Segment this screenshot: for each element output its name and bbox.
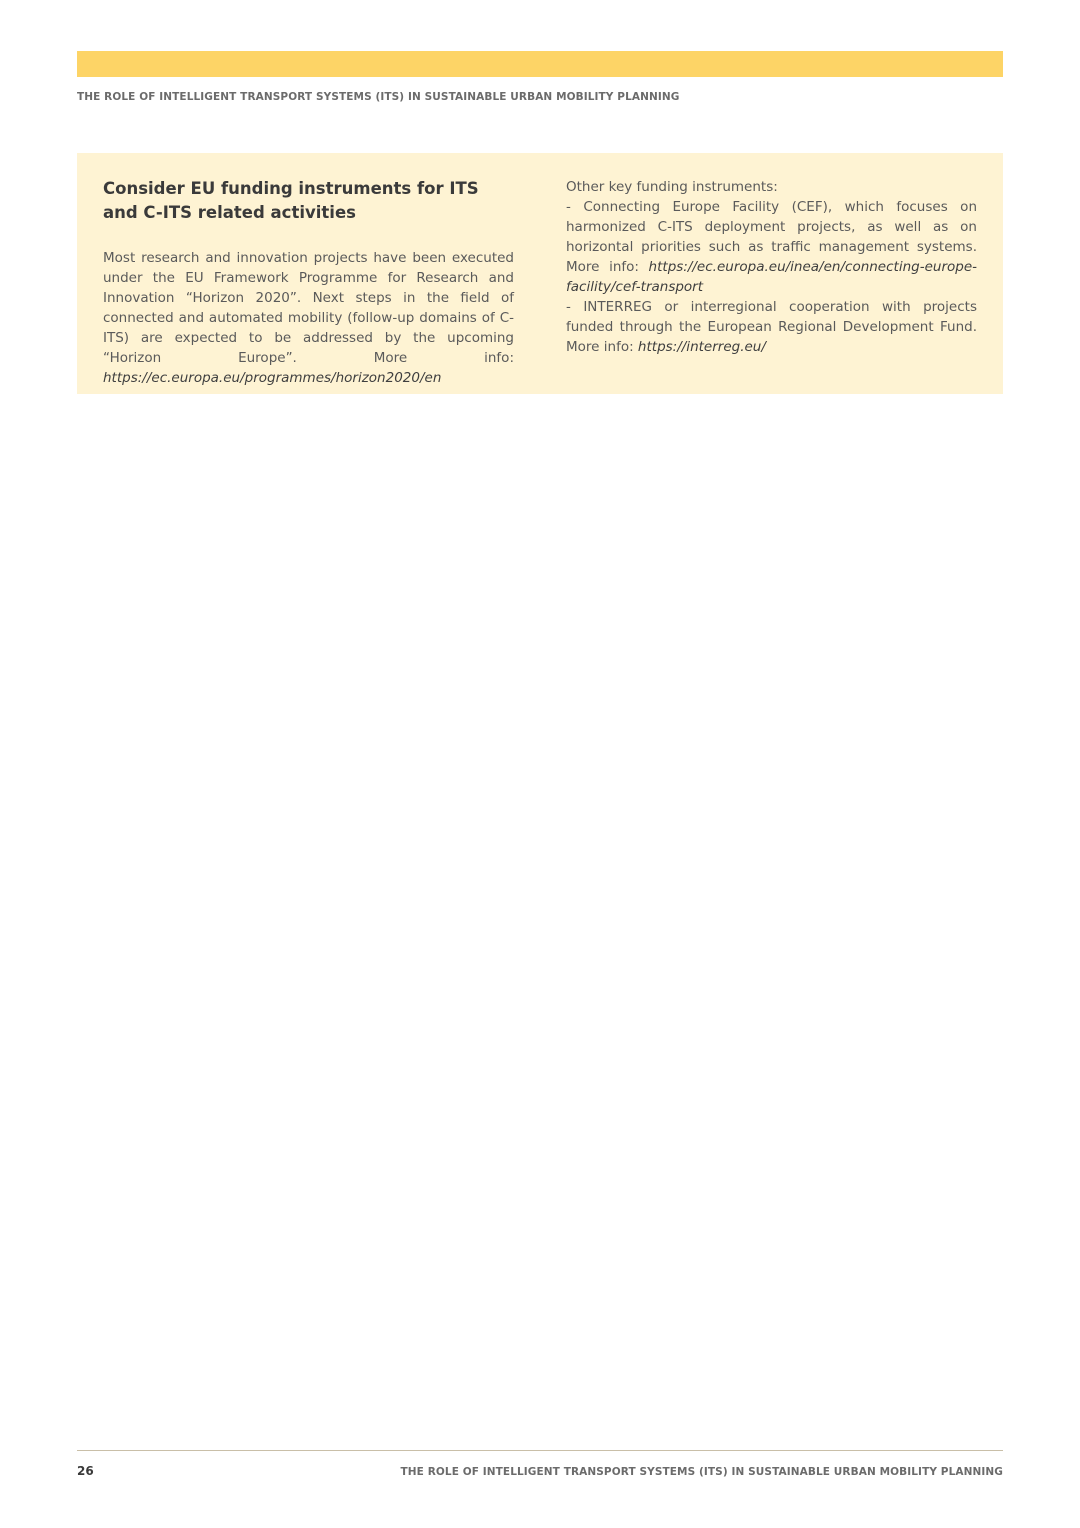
interreg-paragraph (566, 297, 977, 357)
running-header-title: THE ROLE OF INTELLIGENT TRANSPORT SYSTEMS (ITS) IN SUSTAINABLE URBAN MOBILITY PLANNING (77, 91, 680, 103)
other-instruments-intro: Other key funding instruments: (566, 179, 778, 195)
info-box-right-column (566, 153, 977, 357)
page-number: 26 (77, 1464, 94, 1478)
interreg-paragraph-text: - INTERREG or interregional cooperation with projects funded through the European Regional Development Fund. More info: (566, 299, 977, 355)
header-accent-bar (77, 51, 1003, 77)
info-box-title: Consider EU funding instruments for ITS and C-ITS related activities (103, 179, 479, 222)
cef-paragraph (566, 197, 977, 297)
running-footer-title: THE ROLE OF INTELLIGENT TRANSPORT SYSTEMS (ITS) IN SUSTAINABLE URBAN MOBILITY PLANNING (400, 1466, 1003, 1478)
info-box-left-column (103, 153, 514, 388)
footer-divider (77, 1450, 1003, 1451)
horizon-paragraph (103, 248, 514, 388)
interreg-link[interactable]: https://interreg.eu/ (637, 339, 766, 355)
horizon-paragraph-text: Most research and innovation projects have been executed under the EU Framework Programme for Research and Innovation “Horizon 2020”. Next steps in the field of connected and automated mobility (follow-up domains of C-ITS) are expected to be addressed by the upcoming “Horizon Europe”. More info: (103, 250, 514, 366)
funding-info-box (77, 153, 1003, 394)
horizon2020-link[interactable]: https://ec.europa.eu/programmes/horizon2020/en (103, 370, 442, 386)
cef-paragraph-text: - Connecting Europe Facility (CEF), which focuses on harmonized C-ITS deployment projects, as well as on horizontal priorities such as traffic management systems. More info: (566, 199, 977, 275)
cef-transport-link[interactable]: https://ec.europa.eu/inea/en/connecting-europe-facility/cef-transport (566, 259, 977, 295)
